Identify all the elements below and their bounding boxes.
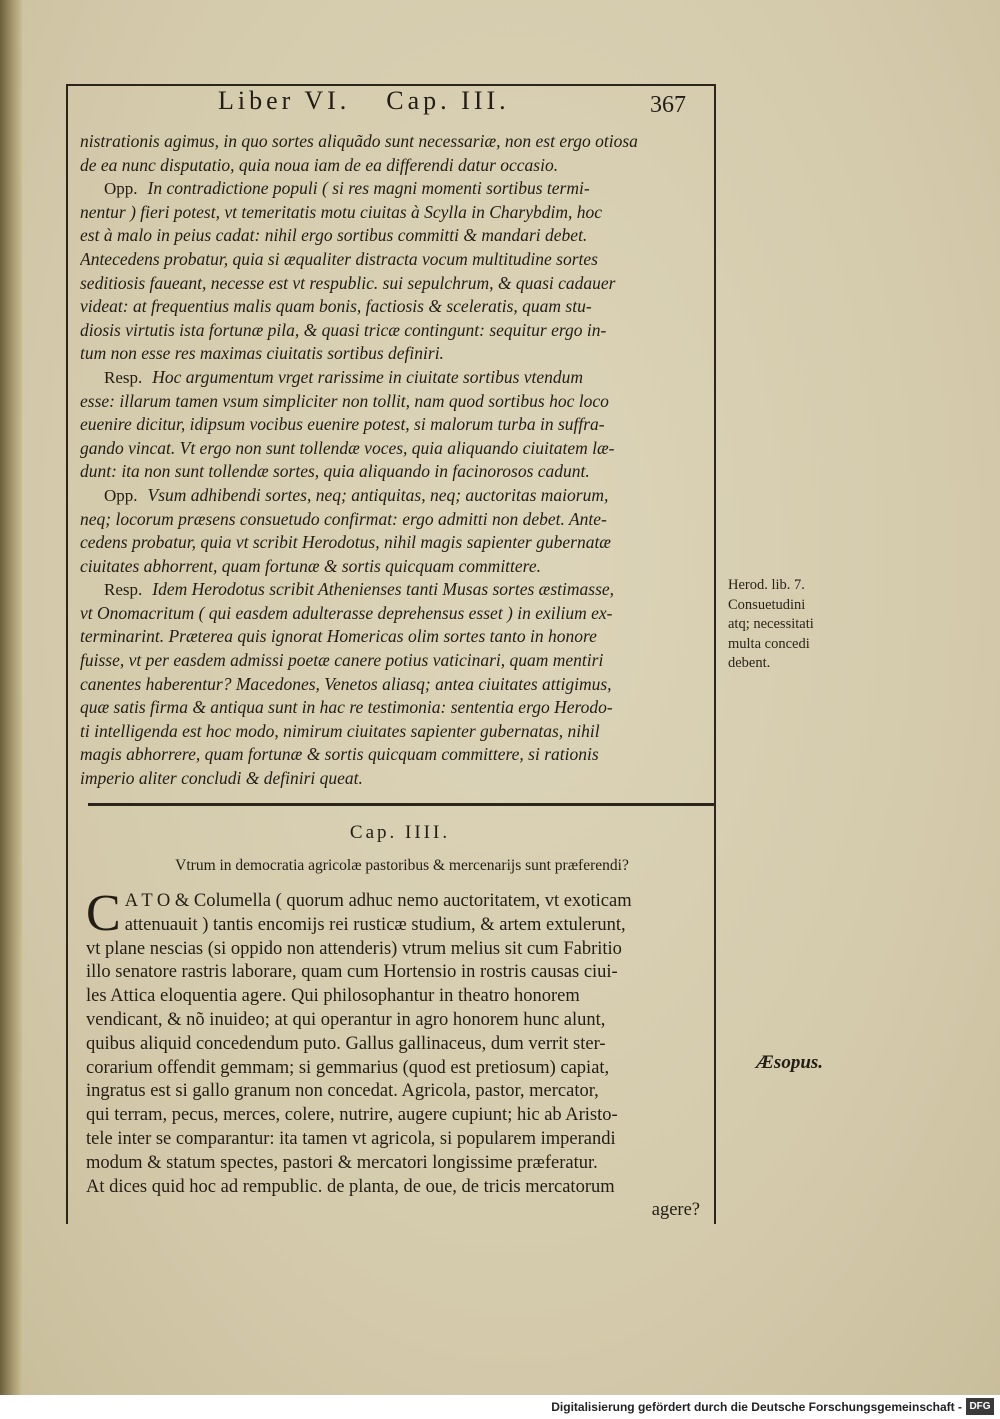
book-spine-edge [0, 0, 22, 1395]
body-line: illo senatore rastris laborare, quam cum Hortensio in rostris causas ciui- [86, 962, 618, 983]
italic-line-text: est à malo in peius cadat: nihil ergo sortibus committi & mandari debet. [80, 225, 588, 246]
body-line: quibus aliquid concedendum puto. Gallus gallinaceus, dum verrit ster- [86, 1033, 606, 1054]
italic-line [80, 484, 712, 508]
italic-line-text: imperio aliter concludi & definiri queat. [80, 768, 363, 789]
italic-line [80, 319, 712, 343]
italic-line-text: nentur ) fieri potest, vt temeritatis motu ciuitas à Scylla in Charybdim, hoc [80, 201, 603, 222]
footer-bar [0, 1395, 1000, 1419]
italic-line-text: diosis virtutis ista fortunæ pila, & quasi tricæ contingunt: sequitur ergo in- [80, 319, 607, 340]
italic-line [80, 272, 712, 296]
chapter-divider-rule [88, 803, 714, 806]
italic-line [80, 295, 712, 319]
running-head-cap: Cap. III. [386, 86, 510, 115]
italic-line [80, 177, 712, 201]
italic-line-text: neq; locorum præsens consuetudo confirmat: ergo admitti non debet. Ante- [80, 508, 607, 529]
italic-line-text: canentes haberentur? Macedones, Venetos aliasq; antea ciuitates attigimus, [80, 673, 612, 694]
italic-line-text: seditiosis faueant, necesse est vt respublic. sui sepulchrum, & quasi cadauer [80, 272, 616, 293]
italic-line [80, 673, 712, 697]
running-head [218, 86, 638, 116]
italic-line-text: ti intelligenda est hoc modo, nimirum ciuitates sapienter gubernatas, nihil [80, 720, 600, 741]
italic-line [80, 508, 712, 532]
italic-line-text: In contradictione populi ( si res magni momenti sortibus termi- [147, 178, 590, 199]
italic-line-text: magis abhorrere, quam fortunæ & sortis quicquam committere, si rationis [80, 744, 599, 765]
italic-line-text: Antecedens probatur, quia si æqualiter distracta vocum multitudine sortes [80, 248, 598, 269]
italic-line [80, 625, 712, 649]
italic-line [80, 390, 712, 414]
body-line: At dices quid hoc ad rempublic. de planta, de oue, de tricis mercatorum [86, 1176, 615, 1197]
italic-line-text: fuisse, vt per easdem admissi poetæ canere potius vaticinari, quam mentiri [80, 650, 604, 671]
body-line: A T O & Columella ( quorum adhuc nemo auctoritatem, vt exoticam [124, 891, 632, 911]
italic-line-text: ciuitates abhorrent, quam fortunæ & sortis quicquam committere. [80, 555, 541, 576]
frame-rule-right [714, 84, 716, 1224]
page-number: 367 [650, 92, 686, 118]
italic-line [80, 602, 712, 626]
italic-line [80, 130, 712, 154]
italic-line-text: de ea nunc disputatio, quia noua iam de ea differendi datur occasio. [80, 154, 559, 175]
italic-line [80, 531, 712, 555]
footer-credit: Digitalisierung gefördert durch die Deutsche Forschungsgemeinschaft - [551, 1400, 962, 1414]
italic-line [80, 366, 712, 390]
italic-line [80, 767, 712, 791]
body-line: modum & statum spectes, pastori & mercatori longissime præferatur. [86, 1152, 598, 1173]
italic-line-text: tum non esse res maximas ciuitatis sortibus definiri. [80, 343, 444, 364]
italic-line-text: terminarint. Præterea quis ignorat Homericas olim sortes tanto in honore [80, 626, 597, 647]
body-line: vt plane nescias (si oppido non attenderis) vtrum melius sit cum Fabritio [86, 938, 622, 959]
italic-line-text: esse: illarum tamen vsum simpliciter non tollit, nam quod sortibus hoc loco [80, 390, 609, 411]
dfg-logo: DFG [966, 1398, 994, 1415]
italic-line-text: videat: at frequentius malis quam bonis, factiosis & sceleratis, quam stu- [80, 296, 592, 317]
italic-line-text: Hoc argumentum vrget rarissime in ciuitate sortibus vtendum [152, 366, 584, 387]
chapter-body-text [86, 885, 710, 1223]
speaker-label: Resp. [104, 580, 143, 600]
marginal-note-aesop: Æsopus. [756, 1052, 824, 1073]
body-line: agere? [651, 1200, 700, 1221]
body-line: ingratus est si gallo granum non concedat. Agricola, pastor, mercator, [86, 1081, 599, 1102]
italic-line [80, 649, 712, 673]
italic-line [80, 720, 712, 744]
italic-line [80, 460, 712, 484]
italic-line [80, 154, 712, 178]
marginal-note-line: multa concedi [728, 635, 810, 652]
italic-line-text: Vsum adhibendi sortes, neq; antiquitas, neq; auctoritas maiorum, [147, 484, 609, 505]
italic-line [80, 578, 712, 602]
body-line: vendicant, & nõ inuideo; at qui operantur in agro honorem hunc alunt, [86, 1009, 606, 1030]
speaker-label: Opp. [104, 485, 138, 505]
speaker-label: Resp. [104, 367, 143, 387]
italic-line-text: dunt: ita non sunt tollendæ sortes, quia aliquando in facinorosos cadunt. [80, 461, 590, 482]
chapter-title: Cap. IIII. [349, 822, 451, 843]
italic-line-text: gando vincat. Vt ergo non sunt tollendæ voces, quia aliquando ciuitatem læ- [80, 437, 615, 458]
marginal-note-line: debent. [728, 655, 771, 671]
italic-line [80, 743, 712, 767]
marginal-note-line: Consuetudini [728, 596, 806, 613]
body-line: attenuauit ) tantis encomijs rei rusticæ studium, & artem extulerunt, [124, 914, 626, 935]
italic-line-text: Idem Herodotus scribit Athenienses tanti Musas sortes æstimasse, [152, 579, 615, 600]
body-line: tele inter se comparantur: ita tamen vt agricola, si popularem imperandi [86, 1128, 616, 1149]
italic-line [80, 342, 712, 366]
italic-line-text: nistrationis agimus, in quo sortes aliquãdo sunt necessariæ, non est ergo otiosa [80, 131, 638, 151]
marginal-note [728, 576, 858, 674]
drop-cap: C [86, 885, 121, 942]
italic-line-text: vt Onomacritum ( qui easdem adulterasse deprehensus esset ) in exilium ex- [80, 602, 613, 623]
marginal-note-line: Herod. lib. 7. [728, 577, 805, 593]
italic-line [80, 413, 712, 437]
italic-line-text: quæ satis firma & antiqua sunt in hac re testimonia: sententia ergo Herodo- [80, 697, 613, 718]
running-head-liber: Liber VI. [218, 86, 351, 115]
body-line: qui terram, pecus, merces, colere, nutrire, augere cupiunt; hic ab Aristo- [86, 1105, 618, 1126]
italic-line [80, 201, 712, 225]
italic-line [80, 224, 712, 248]
frame-rule-left [66, 84, 68, 1224]
italic-line [80, 555, 712, 579]
italic-line-text: cedens probatur, quia vt scribit Herodotus, nihil magis sapienter gubernatæ [80, 532, 611, 553]
body-line: les Attica eloquentia agere. Qui philosophantur in theatro honorem [86, 986, 580, 1007]
italic-line [80, 437, 712, 461]
marginal-note-line: atq; necessitati [728, 616, 814, 632]
italic-line [80, 248, 712, 272]
body-line: corarium offendit gemmam; si gemmarius (quod est pretiosum) capiat, [86, 1057, 610, 1078]
italic-line [80, 696, 712, 720]
italic-text-block [80, 130, 712, 791]
chapter-question: Vtrum in democratia agricolæ pastoribus & mercenarijs sunt præferendi? [175, 857, 629, 874]
italic-line-text: euenire dicitur, idipsum vocibus euenire potest, si malorum turba in suffra- [80, 414, 605, 435]
speaker-label: Opp. [104, 179, 138, 199]
